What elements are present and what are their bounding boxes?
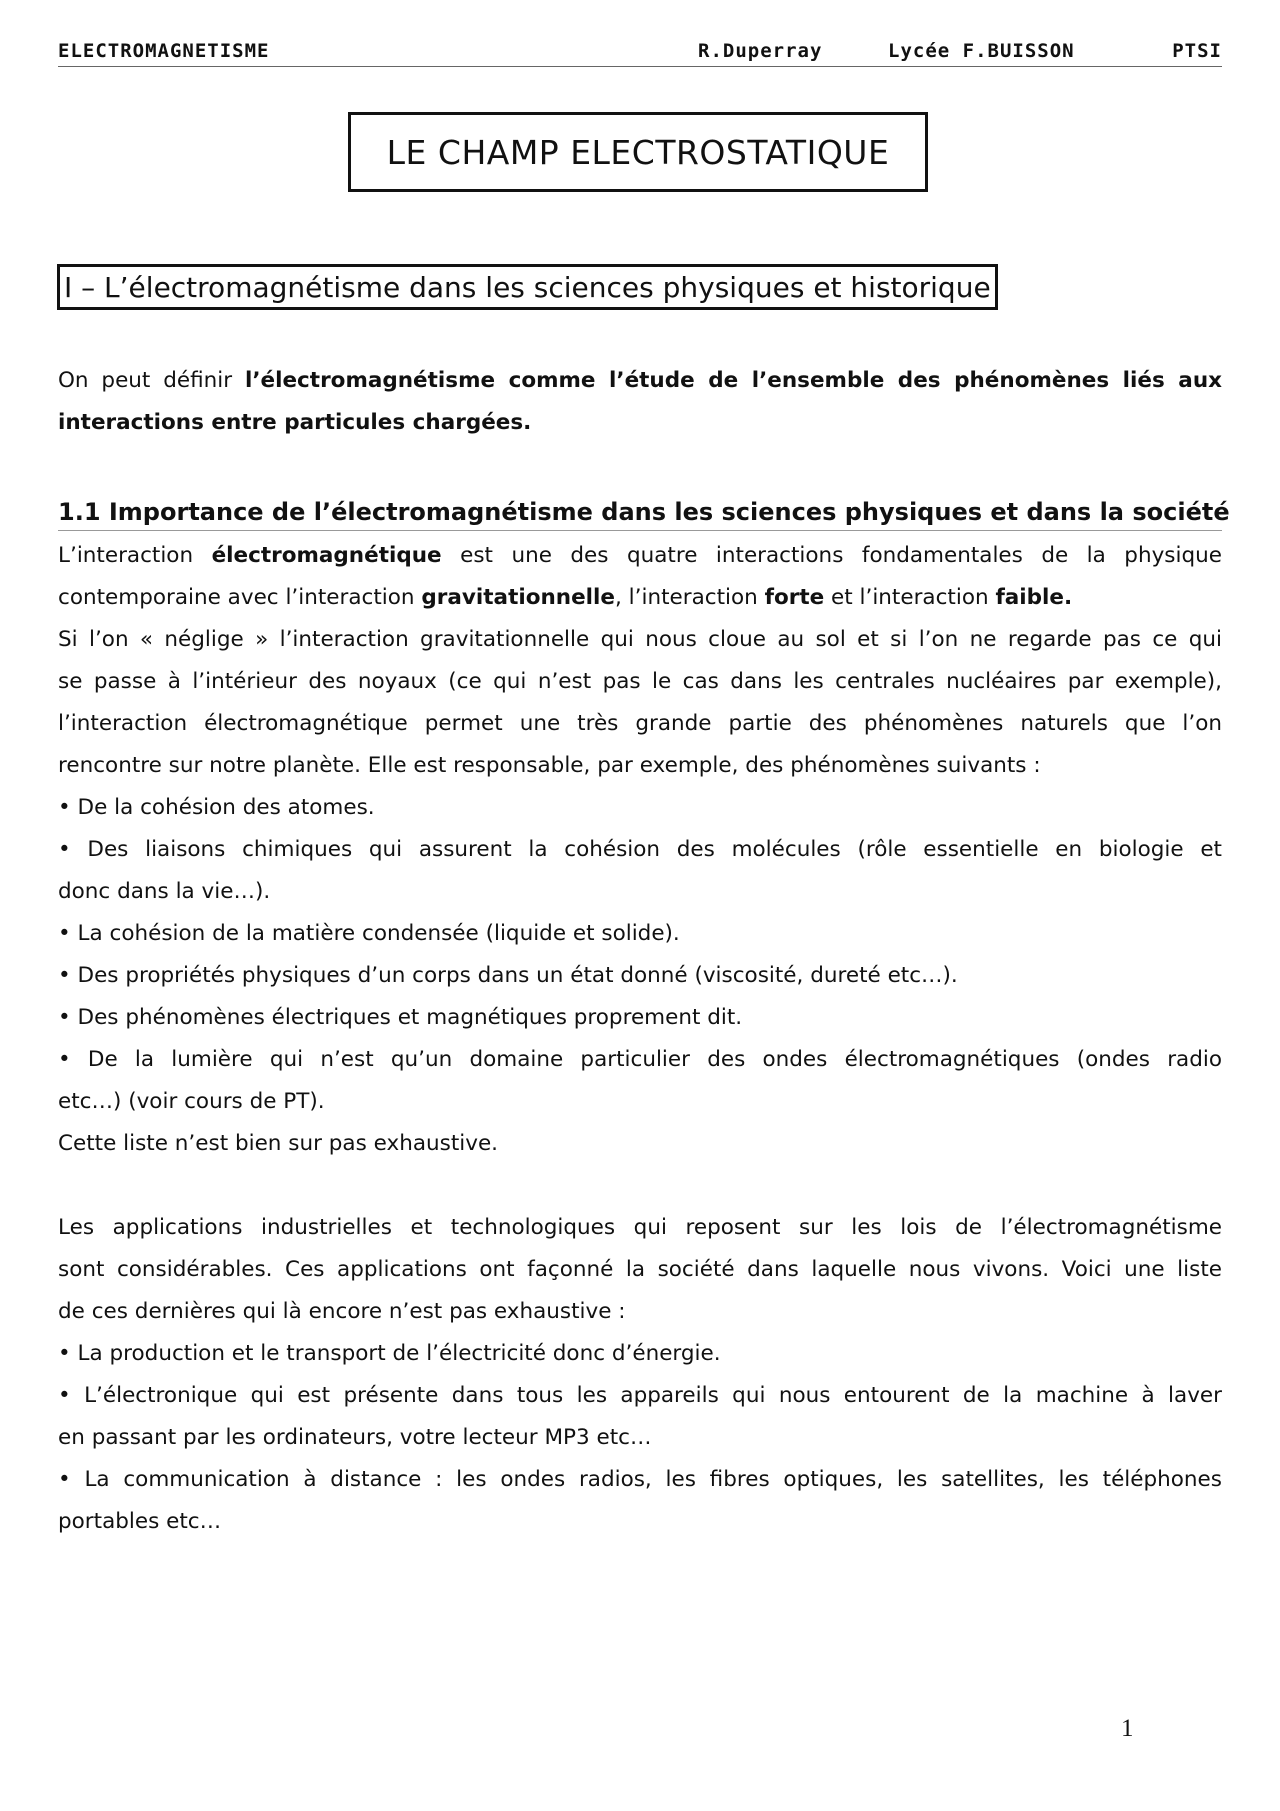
list-item: • La cohésion de la matière condensée (liquide et solide).: [58, 921, 680, 946]
list-conclusion: Cette liste n’est bien sur pas exhaustive.: [58, 1131, 499, 1156]
list-item-continued: donc dans la vie…).: [58, 879, 271, 904]
p1-line-2: [58, 577, 1222, 619]
intro-line-2: interactions entre particules chargées.: [58, 410, 532, 435]
p1-b: électromagnétique: [211, 543, 442, 568]
page-number: 1: [1121, 1715, 1134, 1742]
list-item: • L’électronique qui est présente dans tous les appareils qui nous entourent de la machine à laver: [58, 1383, 1222, 1408]
list-item: • Des phénomènes électriques et magnétiques proprement dit.: [58, 1005, 743, 1030]
p1-f: , l’interaction: [615, 585, 765, 610]
list-item: • De la lumière qui n’est qu’un domaine particulier des ondes électromagnétiques (ondes radio: [58, 1047, 1222, 1072]
header-school: Lycée F.BUISSON: [888, 40, 1075, 62]
list-item-continued: en passant par les ordinateurs, votre lecteur MP3 etc…: [58, 1425, 652, 1450]
phenomena-paragraph: [58, 619, 1222, 787]
list-item-continued: portables etc…: [58, 1509, 222, 1534]
p1-line-1: [58, 535, 1222, 577]
p1-a: L’interaction: [58, 543, 212, 568]
p2-line: se passe à l’intérieur des noyaux (ce qui n’est pas le cas dans les centrales nucléaires par exemple),: [58, 669, 1222, 694]
list-item: • La communication à distance : les ondes radios, les fibres optiques, les satellites, les téléphones: [58, 1467, 1222, 1492]
p1-d: contemporaine avec l’interaction: [58, 585, 422, 610]
phenomena-list: [58, 787, 1222, 1165]
list-item: • Des propriétés physiques d’un corps dans un état donné (viscosité, dureté etc…).: [58, 963, 958, 988]
p2-line: rencontre sur notre planète. Elle est responsable, par exemple, des phénomènes suivants :: [58, 753, 1041, 778]
intro-text-1: On peut définir: [58, 368, 245, 393]
subsection-heading: 1.1 Importance de l’électromagnétisme dans les sciences physiques et dans la société: [58, 494, 1222, 531]
document-title: LE CHAMP ELECTROSTATIQUE: [348, 112, 928, 192]
list-item: • De la cohésion des atomes.: [58, 795, 375, 820]
header-author: R.Duperray: [698, 40, 823, 62]
p1-c: est une des quatre interactions fondamentales de la physique: [441, 543, 1222, 568]
section-heading: I – L’électromagnétisme dans les sciences physiques et historique: [57, 264, 998, 310]
p1-h: et l’interaction: [824, 585, 996, 610]
p3-line: Les applications industrielles et technologiques qui reposent sur les lois de l’électromagnétisme: [58, 1215, 1222, 1240]
list-item-continued: etc…) (voir cours de PT).: [58, 1089, 325, 1114]
applications-list: [58, 1333, 1222, 1543]
list-item: • Des liaisons chimiques qui assurent la cohésion des molécules (rôle essentielle en biologie et: [58, 837, 1222, 862]
running-header: [58, 38, 1222, 67]
list-item: • La production et le transport de l’électricité donc d’énergie.: [58, 1341, 721, 1366]
header-class: PTSI: [1172, 40, 1222, 62]
p1-g: forte: [764, 585, 825, 610]
p1-i: faible: [995, 585, 1065, 610]
p1-e: gravitationnelle: [421, 585, 615, 610]
p2-line: l’interaction électromagnétique permet une très grande partie des phénomènes naturels que l’on: [58, 711, 1222, 736]
intro-paragraph: [58, 360, 1222, 444]
p3-line: sont considérables. Ces applications ont façonné la société dans laquelle nous vivons. Voici une liste: [58, 1257, 1222, 1282]
interaction-paragraph: [58, 535, 1222, 619]
intro-line-1: [58, 360, 1222, 402]
p3-line: de ces dernières qui là encore n’est pas exhaustive :: [58, 1299, 626, 1324]
applications-paragraph: [58, 1207, 1222, 1333]
intro-text-2: l’électromagnétisme comme l’étude de l’ensemble des phénomènes liés aux: [244, 368, 1222, 393]
p1-j: .: [1064, 585, 1073, 610]
p2-line: Si l’on « néglige » l’interaction gravitationnelle qui nous cloue au sol et si l’on ne regarde pas ce qui: [58, 627, 1222, 652]
header-subject: ELECTROMAGNETISME: [58, 40, 270, 62]
